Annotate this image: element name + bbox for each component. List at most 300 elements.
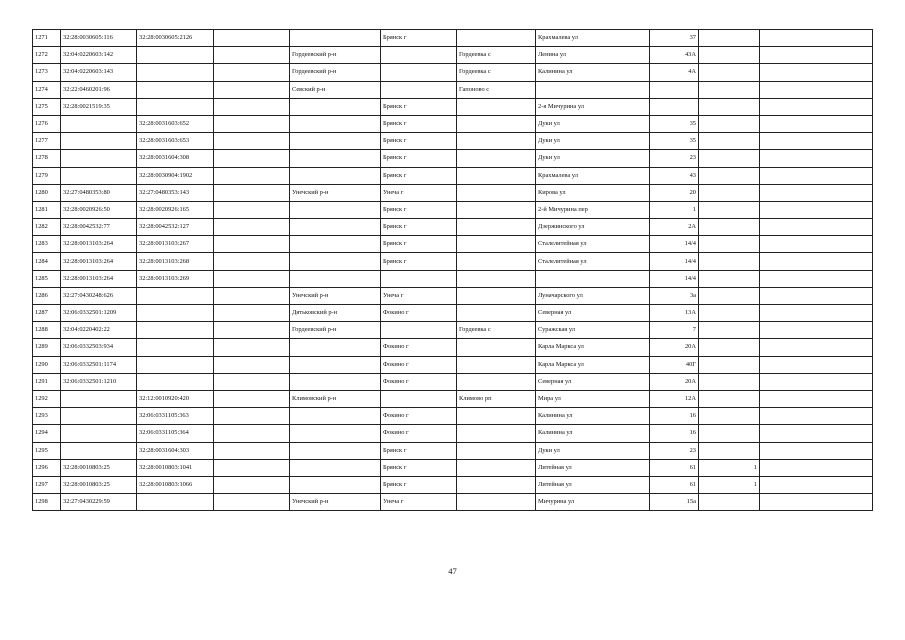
cell-street: Северная ул [536, 305, 650, 322]
registry-table [32, 29, 873, 511]
cell-house-number: 12А [650, 390, 699, 407]
cell-cadastral-number-building: 32:28:0031603:653 [137, 133, 214, 150]
cell-cadastral-number-building [137, 98, 214, 115]
table-row [33, 115, 873, 132]
cell-city [381, 47, 457, 64]
cell-cadastral-number-other [214, 201, 290, 218]
cell-row-number: 1279 [33, 167, 61, 184]
cell-cadastral-number-land: 32:04:0220603:143 [61, 64, 137, 81]
cell-city [381, 270, 457, 287]
cell-cadastral-number-building: 32:28:0010803:1066 [137, 476, 214, 493]
cell-building-number [699, 236, 760, 253]
cell-row-number: 1289 [33, 339, 61, 356]
cell-city: Брянск г [381, 219, 457, 236]
table-row [33, 133, 873, 150]
cell-settlement [457, 253, 536, 270]
cell-city: Фокино г [381, 408, 457, 425]
cell-street: Литейная ул [536, 476, 650, 493]
cell-settlement: Климово рп [457, 390, 536, 407]
cell-house-number: 35 [650, 115, 699, 132]
cell-district: Севский р-н [290, 81, 381, 98]
cell-settlement [457, 356, 536, 373]
cell-notes [760, 373, 873, 390]
cell-settlement [457, 442, 536, 459]
cell-building-number [699, 98, 760, 115]
cell-street: Дуки ул [536, 442, 650, 459]
cell-district [290, 356, 381, 373]
table-row [33, 425, 873, 442]
cell-street: Северная ул [536, 373, 650, 390]
cell-notes [760, 47, 873, 64]
cell-settlement [457, 287, 536, 304]
cell-house-number: 61 [650, 476, 699, 493]
cell-cadastral-number-building [137, 356, 214, 373]
cell-row-number: 1287 [33, 305, 61, 322]
cell-cadastral-number-other [214, 47, 290, 64]
cell-building-number [699, 339, 760, 356]
cell-row-number: 1278 [33, 150, 61, 167]
cell-settlement [457, 30, 536, 47]
cell-notes [760, 494, 873, 511]
cell-cadastral-number-building [137, 81, 214, 98]
cell-row-number: 1298 [33, 494, 61, 511]
cell-cadastral-number-land: 32:22:0460201:96 [61, 81, 137, 98]
table-row [33, 150, 873, 167]
cell-building-number [699, 373, 760, 390]
cell-cadastral-number-land: 32:28:0013103:264 [61, 253, 137, 270]
cell-district [290, 30, 381, 47]
cell-settlement [457, 201, 536, 218]
cell-row-number: 1277 [33, 133, 61, 150]
cell-settlement: Гапоново с [457, 81, 536, 98]
table-row [33, 184, 873, 201]
cell-settlement [457, 167, 536, 184]
cell-cadastral-number-land: 32:28:0010803:25 [61, 476, 137, 493]
cell-notes [760, 305, 873, 322]
cell-cadastral-number-other [214, 459, 290, 476]
cell-row-number: 1275 [33, 98, 61, 115]
cell-cadastral-number-land: 32:28:0013103:264 [61, 270, 137, 287]
cell-notes [760, 184, 873, 201]
cell-cadastral-number-other [214, 494, 290, 511]
cell-settlement [457, 115, 536, 132]
cell-street: Сталелитейная ул [536, 253, 650, 270]
cell-building-number [699, 167, 760, 184]
cell-house-number: 4А [650, 64, 699, 81]
cell-district [290, 408, 381, 425]
cell-city: Унеча г [381, 494, 457, 511]
cell-house-number: 3а [650, 287, 699, 304]
cell-house-number: 14/4 [650, 270, 699, 287]
cell-row-number: 1273 [33, 64, 61, 81]
cell-city [381, 81, 457, 98]
cell-cadastral-number-building: 32:28:0013103:267 [137, 236, 214, 253]
table-body [33, 30, 873, 511]
cell-cadastral-number-land: 32:06:0332501:1174 [61, 356, 137, 373]
cell-district [290, 442, 381, 459]
cell-settlement [457, 339, 536, 356]
cell-street: Дзержинского ул [536, 219, 650, 236]
table-row [33, 219, 873, 236]
cell-house-number: 40Г [650, 356, 699, 373]
cell-settlement [457, 98, 536, 115]
cell-street: Крахмалева ул [536, 167, 650, 184]
cell-city: Брянск г [381, 115, 457, 132]
cell-city: Брянск г [381, 98, 457, 115]
cell-house-number: 23 [650, 150, 699, 167]
cell-notes [760, 115, 873, 132]
table-row [33, 390, 873, 407]
cell-building-number [699, 47, 760, 64]
cell-district: Гордеевский р-н [290, 64, 381, 81]
cell-cadastral-number-building: 32:28:0013103:268 [137, 253, 214, 270]
cell-notes [760, 459, 873, 476]
table-row [33, 201, 873, 218]
cell-house-number: 16 [650, 425, 699, 442]
cell-notes [760, 30, 873, 47]
cell-cadastral-number-building: 32:28:0013103:269 [137, 270, 214, 287]
cell-building-number [699, 425, 760, 442]
cell-cadastral-number-other [214, 442, 290, 459]
cell-district [290, 339, 381, 356]
cell-cadastral-number-building [137, 339, 214, 356]
table-row [33, 253, 873, 270]
cell-row-number: 1281 [33, 201, 61, 218]
cell-settlement [457, 133, 536, 150]
cell-district [290, 373, 381, 390]
cell-cadastral-number-land [61, 442, 137, 459]
cell-row-number: 1284 [33, 253, 61, 270]
page-number: 47 [448, 566, 457, 576]
cell-settlement [457, 270, 536, 287]
cell-notes [760, 287, 873, 304]
cell-row-number: 1283 [33, 236, 61, 253]
cell-district: Гордеевский р-н [290, 322, 381, 339]
cell-house-number: 43 [650, 167, 699, 184]
table-row [33, 476, 873, 493]
cell-building-number [699, 270, 760, 287]
cell-cadastral-number-other [214, 287, 290, 304]
cell-notes [760, 133, 873, 150]
cell-cadastral-number-other [214, 253, 290, 270]
cell-cadastral-number-building: 32:06:0331105:364 [137, 425, 214, 442]
cell-cadastral-number-other [214, 219, 290, 236]
cell-house-number: 37 [650, 30, 699, 47]
cell-row-number: 1297 [33, 476, 61, 493]
cell-row-number: 1285 [33, 270, 61, 287]
cell-settlement [457, 408, 536, 425]
cell-row-number: 1292 [33, 390, 61, 407]
cell-notes [760, 425, 873, 442]
cell-cadastral-number-land: 32:06:0332501:1209 [61, 305, 137, 322]
cell-cadastral-number-land [61, 133, 137, 150]
cell-district: Унечский р-н [290, 494, 381, 511]
cell-row-number: 1288 [33, 322, 61, 339]
cell-cadastral-number-land: 32:04:0220402:22 [61, 322, 137, 339]
cell-building-number [699, 64, 760, 81]
cell-city: Брянск г [381, 253, 457, 270]
cell-building-number [699, 150, 760, 167]
cell-house-number: 13А [650, 305, 699, 322]
cell-city: Фокино г [381, 373, 457, 390]
cell-house-number: 2А [650, 219, 699, 236]
cell-house-number: 23 [650, 442, 699, 459]
cell-cadastral-number-building [137, 322, 214, 339]
cell-cadastral-number-other [214, 167, 290, 184]
cell-house-number: 1 [650, 201, 699, 218]
cell-row-number: 1282 [33, 219, 61, 236]
cell-notes [760, 253, 873, 270]
cell-cadastral-number-other [214, 270, 290, 287]
cell-district [290, 115, 381, 132]
cell-cadastral-number-land [61, 390, 137, 407]
cell-house-number: 15а [650, 494, 699, 511]
cell-building-number [699, 287, 760, 304]
cell-district [290, 270, 381, 287]
cell-house-number [650, 81, 699, 98]
cell-cadastral-number-building: 32:28:0031604:308 [137, 150, 214, 167]
cell-cadastral-number-other [214, 30, 290, 47]
cell-cadastral-number-land: 32:27:0480353:80 [61, 184, 137, 201]
cell-cadastral-number-other [214, 236, 290, 253]
cell-house-number: 14/4 [650, 236, 699, 253]
cell-street [536, 81, 650, 98]
cell-city: Унеча г [381, 184, 457, 201]
cell-cadastral-number-other [214, 305, 290, 322]
cell-house-number: 7 [650, 322, 699, 339]
cell-building-number [699, 442, 760, 459]
cell-settlement [457, 494, 536, 511]
cell-cadastral-number-building: 32:28:0030605:2126 [137, 30, 214, 47]
cell-building-number: 1 [699, 476, 760, 493]
cell-building-number [699, 133, 760, 150]
cell-cadastral-number-other [214, 150, 290, 167]
cell-district: Унечский р-н [290, 287, 381, 304]
cell-street: Литейная ул [536, 459, 650, 476]
cell-city: Брянск г [381, 442, 457, 459]
cell-district [290, 98, 381, 115]
table-row [33, 270, 873, 287]
cell-cadastral-number-land: 32:06:0332503:934 [61, 339, 137, 356]
cell-city: Брянск г [381, 30, 457, 47]
table-row [33, 494, 873, 511]
cell-settlement: Гордеевка с [457, 322, 536, 339]
cell-settlement [457, 425, 536, 442]
table-row [33, 459, 873, 476]
table-row [33, 322, 873, 339]
cell-district: Унечский р-н [290, 184, 381, 201]
cell-building-number [699, 219, 760, 236]
cell-settlement [457, 184, 536, 201]
cell-notes [760, 270, 873, 287]
cell-notes [760, 167, 873, 184]
cell-building-number [699, 184, 760, 201]
cell-cadastral-number-land: 32:28:0010803:25 [61, 459, 137, 476]
cell-building-number [699, 408, 760, 425]
cell-row-number: 1291 [33, 373, 61, 390]
cell-building-number [699, 494, 760, 511]
cell-settlement [457, 373, 536, 390]
cell-cadastral-number-other [214, 322, 290, 339]
cell-row-number: 1276 [33, 115, 61, 132]
cell-street: Калинина ул [536, 408, 650, 425]
cell-city: Фокино г [381, 339, 457, 356]
table-row [33, 339, 873, 356]
cell-settlement [457, 476, 536, 493]
cell-settlement: Гордеевка с [457, 47, 536, 64]
cell-city [381, 322, 457, 339]
cell-cadastral-number-building: 32:06:0331105:363 [137, 408, 214, 425]
cell-cadastral-number-land: 32:28:0020926:50 [61, 201, 137, 218]
cell-cadastral-number-land: 32:28:0030605:116 [61, 30, 137, 47]
cell-cadastral-number-other [214, 408, 290, 425]
cell-street: Кирова ул [536, 184, 650, 201]
cell-house-number: 61 [650, 459, 699, 476]
cell-house-number [650, 98, 699, 115]
cell-notes [760, 390, 873, 407]
cell-district [290, 201, 381, 218]
cell-notes [760, 81, 873, 98]
cell-street [536, 270, 650, 287]
cell-city: Брянск г [381, 167, 457, 184]
cell-building-number [699, 81, 760, 98]
cell-city: Фокино г [381, 305, 457, 322]
cell-settlement: Гордеевка с [457, 64, 536, 81]
cell-notes [760, 408, 873, 425]
cell-cadastral-number-land: 32:06:0332501:1210 [61, 373, 137, 390]
cell-building-number [699, 390, 760, 407]
cell-house-number: 16 [650, 408, 699, 425]
cell-house-number: 20А [650, 373, 699, 390]
cell-district [290, 253, 381, 270]
cell-district [290, 476, 381, 493]
cell-row-number: 1296 [33, 459, 61, 476]
cell-cadastral-number-land: 32:28:0042532:77 [61, 219, 137, 236]
cell-cadastral-number-building: 32:28:0042532:127 [137, 219, 214, 236]
cell-cadastral-number-other [214, 356, 290, 373]
cell-district: Гордеевский р-н [290, 47, 381, 64]
cell-cadastral-number-other [214, 390, 290, 407]
cell-cadastral-number-building: 32:28:0031603:652 [137, 115, 214, 132]
cell-notes [760, 236, 873, 253]
cell-cadastral-number-other [214, 115, 290, 132]
cell-street: Ленина ул [536, 47, 650, 64]
cell-street: Дуки ул [536, 115, 650, 132]
cell-cadastral-number-building [137, 287, 214, 304]
registry-sheet [32, 29, 873, 511]
cell-district [290, 167, 381, 184]
cell-city: Унеча г [381, 287, 457, 304]
cell-street: 2-й Мичурина пер [536, 201, 650, 218]
cell-city: Фокино г [381, 425, 457, 442]
cell-cadastral-number-other [214, 133, 290, 150]
table-row [33, 30, 873, 47]
cell-building-number [699, 356, 760, 373]
cell-cadastral-number-other [214, 425, 290, 442]
cell-row-number: 1294 [33, 425, 61, 442]
cell-district [290, 236, 381, 253]
table-row [33, 167, 873, 184]
cell-cadastral-number-other [214, 373, 290, 390]
table-row [33, 408, 873, 425]
cell-row-number: 1293 [33, 408, 61, 425]
cell-notes [760, 98, 873, 115]
cell-notes [760, 356, 873, 373]
cell-building-number [699, 30, 760, 47]
cell-house-number: 43А [650, 47, 699, 64]
cell-house-number: 20А [650, 339, 699, 356]
table-row [33, 305, 873, 322]
cell-settlement [457, 150, 536, 167]
cell-cadastral-number-other [214, 476, 290, 493]
cell-city: Брянск г [381, 201, 457, 218]
cell-cadastral-number-land: 32:27:0430229:59 [61, 494, 137, 511]
cell-building-number [699, 115, 760, 132]
cell-cadastral-number-building: 32:28:0020926:165 [137, 201, 214, 218]
cell-row-number: 1290 [33, 356, 61, 373]
cell-row-number: 1295 [33, 442, 61, 459]
cell-street: Мичурина ул [536, 494, 650, 511]
cell-row-number: 1286 [33, 287, 61, 304]
cell-cadastral-number-building: 32:28:0031604:303 [137, 442, 214, 459]
table-row [33, 373, 873, 390]
cell-district: Дятьковский р-н [290, 305, 381, 322]
cell-city: Брянск г [381, 459, 457, 476]
cell-house-number: 14/4 [650, 253, 699, 270]
cell-city [381, 390, 457, 407]
cell-notes [760, 442, 873, 459]
cell-street: Крахмалева ул [536, 30, 650, 47]
cell-district [290, 219, 381, 236]
cell-settlement [457, 459, 536, 476]
cell-street: Мира ул [536, 390, 650, 407]
cell-row-number: 1280 [33, 184, 61, 201]
cell-cadastral-number-other [214, 81, 290, 98]
cell-street: Карла Маркса ул [536, 356, 650, 373]
cell-notes [760, 322, 873, 339]
table-row [33, 442, 873, 459]
cell-cadastral-number-building [137, 305, 214, 322]
cell-street: Калинина ул [536, 425, 650, 442]
cell-cadastral-number-other [214, 339, 290, 356]
cell-cadastral-number-building [137, 47, 214, 64]
cell-street: Калинина ул [536, 64, 650, 81]
cell-street: Карла Маркса ул [536, 339, 650, 356]
cell-cadastral-number-building [137, 64, 214, 81]
cell-cadastral-number-building: 32:12:0010920:420 [137, 390, 214, 407]
table-row [33, 81, 873, 98]
cell-city: Брянск г [381, 150, 457, 167]
cell-district [290, 150, 381, 167]
cell-city: Брянск г [381, 133, 457, 150]
cell-cadastral-number-land [61, 408, 137, 425]
cell-cadastral-number-land [61, 150, 137, 167]
cell-cadastral-number-land: 32:28:0013103:264 [61, 236, 137, 253]
cell-street: Дуки ул [536, 133, 650, 150]
cell-notes [760, 219, 873, 236]
cell-city: Фокино г [381, 356, 457, 373]
cell-building-number [699, 322, 760, 339]
cell-building-number [699, 201, 760, 218]
cell-cadastral-number-land [61, 167, 137, 184]
cell-street: Суражская ул [536, 322, 650, 339]
cell-cadastral-number-land: 32:27:0430248:626 [61, 287, 137, 304]
cell-row-number: 1274 [33, 81, 61, 98]
cell-settlement [457, 305, 536, 322]
cell-house-number: 20 [650, 184, 699, 201]
cell-notes [760, 150, 873, 167]
table-row [33, 236, 873, 253]
